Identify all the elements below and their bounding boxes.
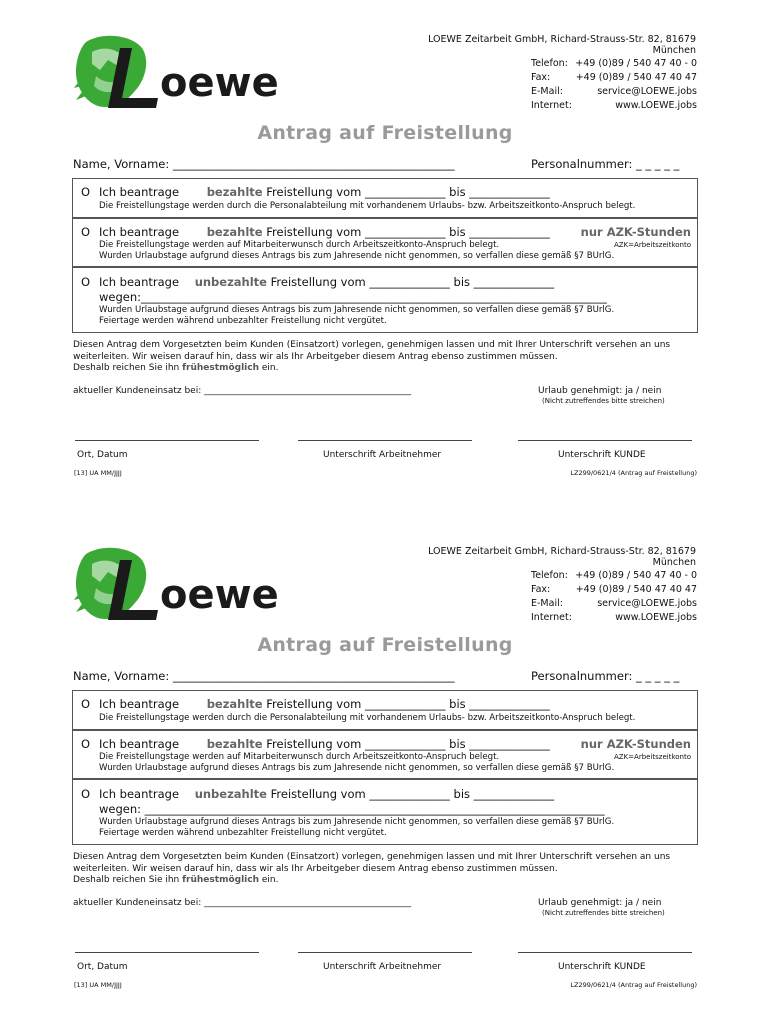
checkbox-circle[interactable]: O (81, 225, 91, 239)
option-dates[interactable]: Freistellung vom ______________ bis ______________ (266, 185, 550, 199)
azk-tag: nur AZK-Stunden (580, 737, 691, 751)
option-pre: Ich beantrage (99, 737, 180, 751)
option-line[interactable] (81, 185, 550, 199)
name-field[interactable]: Name, Vorname: _________________________________________________ (73, 669, 455, 683)
signature-line[interactable] (518, 952, 692, 954)
option-note: Feiertage werden während unbezahlter Freistellung nicht vergütet. (99, 316, 387, 326)
option-dates[interactable]: Freistellung vom ______________ bis ______________ (270, 275, 555, 289)
contact-block (531, 57, 697, 113)
signature-line[interactable] (518, 440, 692, 442)
instructions (73, 340, 703, 375)
option-note: Die Freistellungstage werden auf Mitarbeiterwunsch durch Arbeitszeitkonto-Anspruch belegt. (99, 240, 500, 250)
contact-value: service@LOEWE.jobs (597, 86, 697, 97)
contact-label: Internet: (531, 612, 572, 623)
option-dates[interactable]: Freistellung vom ______________ bis ______________ (270, 787, 555, 801)
keyword: frühestmöglich (182, 875, 259, 885)
option-note: Feiertage werden während unbezahlter Freistellung nicht vergütet. (99, 828, 387, 838)
option-note: Die Freistellungstage werden durch die Personalabteilung mit vorhandenem Urlaubs- bzw. Arbeitszeitkonto-Anspruch belegt. (99, 713, 636, 723)
reason-field[interactable]: wegen:_________________________________________________________________________________ (99, 290, 607, 304)
option-line[interactable] (81, 787, 554, 801)
option-unpaid-leave (72, 779, 698, 845)
signature-line[interactable] (75, 952, 259, 954)
option-paid-leave (72, 178, 698, 218)
checkbox-circle[interactable]: O (81, 787, 91, 801)
logo-wordmark: oewe (160, 572, 279, 618)
instruction-line: Deshalb reichen Sie ihn (73, 875, 180, 885)
logo-wordmark: oewe (160, 60, 279, 106)
instructions (73, 852, 703, 887)
option-dates[interactable]: Freistellung vom ______________ bis ______________ (266, 697, 550, 711)
keyword: bezahlte (206, 737, 263, 751)
form-copy-2 (0, 512, 770, 1012)
form-title: Antrag auf Freistellung (257, 122, 513, 144)
reason-field[interactable]: wegen: ________________________________________________________________________________ (99, 802, 605, 816)
keyword: bezahlte (206, 225, 263, 239)
option-pre: Ich beantrage (99, 697, 180, 711)
contact-value: +49 (0)89 / 540 47 40 - 0 (575, 570, 697, 581)
contact-label: E-Mail: (531, 598, 563, 609)
customer-field[interactable]: aktueller Kundeneinsatz bei: ______________________________________________ (73, 386, 412, 396)
instruction-line: weiterleiten. Wir weisen darauf hin, dass wir als Ihr Arbeitgeber diesem Antrag ebenso zustimmen müssen. (73, 351, 558, 362)
contact-label: Internet: (531, 100, 572, 111)
form-copy-1 (0, 0, 770, 500)
form-code: [13] UA MM/JJJJ (74, 469, 122, 477)
loewe-logo (72, 30, 282, 116)
contact-value: www.LOEWE.jobs (615, 100, 697, 111)
signature-label: Unterschrift KUNDE (558, 450, 646, 460)
option-note: Wurden Urlaubstage aufgrund dieses Antrags bis zum Jahresende nicht genommen, so verfallen diese gemäß §7 BUrlG. (99, 251, 615, 261)
company-address: LOEWE Zeitarbeit GmbH, Richard-Strauss-Str. 82, 81679 München (428, 34, 696, 56)
option-paid-leave-azk (72, 218, 698, 267)
option-line[interactable] (81, 225, 550, 239)
personnel-number-field[interactable]: Personalnummer: _ _ _ _ _ (531, 669, 680, 683)
keyword: unbezahlte (194, 787, 267, 801)
signature-label: Ort, Datum (77, 450, 128, 460)
option-dates[interactable]: Freistellung vom ______________ bis ______________ (266, 225, 550, 239)
option-line[interactable] (81, 737, 550, 751)
approval-field[interactable]: Urlaub genehmigt: ja / nein (538, 898, 662, 908)
approval-field[interactable]: Urlaub genehmigt: ja / nein (538, 386, 662, 396)
option-note: Die Freistellungstage werden auf Mitarbeiterwunsch durch Arbeitszeitkonto-Anspruch belegt. (99, 752, 500, 762)
option-note: Wurden Urlaubstage aufgrund dieses Antrags bis zum Jahresende nicht genommen, so verfallen diese gemäß §7 BUrlG. (99, 763, 615, 773)
checkbox-circle[interactable]: O (81, 737, 91, 751)
company-address: LOEWE Zeitarbeit GmbH, Richard-Strauss-Str. 82, 81679 München (428, 546, 696, 568)
option-line[interactable] (81, 275, 554, 289)
instruction-line: ein. (261, 875, 279, 885)
approval-hint: (Nicht zutreffendes bitte streichen) (542, 909, 665, 917)
form-title: Antrag auf Freistellung (257, 634, 513, 656)
loewe-logo (72, 542, 282, 628)
azk-tag: nur AZK-Stunden (580, 225, 691, 239)
instruction-line: Deshalb reichen Sie ihn (73, 363, 180, 373)
option-note: Die Freistellungstage werden durch die Personalabteilung mit vorhandenem Urlaubs- bzw. Arbeitszeitkonto-Anspruch belegt. (99, 201, 636, 211)
form-reference: LZ299/0621/4 (Antrag auf Freistellung) (570, 469, 697, 477)
contact-block (531, 569, 697, 625)
option-paid-leave (72, 690, 698, 730)
form-code: [13] UA MM/JJJJ (74, 981, 122, 989)
signature-line[interactable] (298, 440, 472, 442)
signature-label: Ort, Datum (77, 962, 128, 972)
azk-legend: AZK=Arbeitszeitkonto (613, 241, 691, 249)
contact-label: Fax: (531, 584, 551, 595)
instruction-line: weiterleiten. Wir weisen darauf hin, dass wir als Ihr Arbeitgeber diesem Antrag ebenso zustimmen müssen. (73, 863, 558, 874)
instruction-line: ein. (261, 363, 279, 373)
azk-legend: AZK=Arbeitszeitkonto (613, 753, 691, 761)
contact-value: +49 (0)89 / 540 47 40 - 0 (575, 58, 697, 69)
contact-label: Telefon: (531, 570, 568, 581)
option-pre: Ich beantrage (99, 225, 180, 239)
checkbox-circle[interactable]: O (81, 697, 91, 711)
contact-value: +49 (0)89 / 540 47 40 47 (575, 72, 697, 83)
contact-label: Fax: (531, 72, 551, 83)
keyword: unbezahlte (194, 275, 267, 289)
keyword: bezahlte (206, 185, 263, 199)
personnel-number-field[interactable]: Personalnummer: _ _ _ _ _ (531, 157, 680, 171)
option-dates[interactable]: Freistellung vom ______________ bis ______________ (266, 737, 550, 751)
form-reference: LZ299/0621/4 (Antrag auf Freistellung) (570, 981, 697, 989)
signature-label: Unterschrift Arbeitnehmer (323, 962, 442, 972)
signature-line[interactable] (298, 952, 472, 954)
keyword: bezahlte (206, 697, 263, 711)
checkbox-circle[interactable]: O (81, 185, 91, 199)
signature-line[interactable] (75, 440, 259, 442)
instruction-line: Diesen Antrag dem Vorgesetzten beim Kunden (Einsatzort) vorlegen, genehmigen lassen und mit Ihrer Unterschrift versehen an uns (73, 852, 671, 862)
keyword: frühestmöglich (182, 363, 259, 373)
instruction-line: Diesen Antrag dem Vorgesetzten beim Kunden (Einsatzort) vorlegen, genehmigen lassen und mit Ihrer Unterschrift versehen an uns (73, 340, 671, 350)
contact-value: service@LOEWE.jobs (597, 598, 697, 609)
option-pre: Ich beantrage (99, 787, 180, 801)
signature-label: Unterschrift KUNDE (558, 962, 646, 972)
contact-value: +49 (0)89 / 540 47 40 47 (575, 584, 697, 595)
option-pre: Ich beantrage (99, 275, 180, 289)
option-note: Wurden Urlaubstage aufgrund dieses Antrags bis zum Jahresende nicht genommen, so verfallen diese gemäß §7 BUrlG. (99, 305, 615, 315)
option-note: Wurden Urlaubstage aufgrund dieses Antrags bis zum Jahresende nicht genommen, so verfallen diese gemäß §7 BUrlG. (99, 817, 615, 827)
contact-label: Telefon: (531, 58, 568, 69)
contact-label: E-Mail: (531, 86, 563, 97)
option-paid-leave-azk (72, 730, 698, 779)
name-field[interactable]: Name, Vorname: _________________________________________________ (73, 157, 455, 171)
contact-value: www.LOEWE.jobs (615, 612, 697, 623)
signature-label: Unterschrift Arbeitnehmer (323, 450, 442, 460)
option-line[interactable] (81, 697, 550, 711)
approval-hint: (Nicht zutreffendes bitte streichen) (542, 397, 665, 405)
option-pre: Ich beantrage (99, 185, 180, 199)
option-unpaid-leave (72, 267, 698, 333)
checkbox-circle[interactable]: O (81, 275, 91, 289)
customer-field[interactable]: aktueller Kundeneinsatz bei: ______________________________________________ (73, 898, 412, 908)
